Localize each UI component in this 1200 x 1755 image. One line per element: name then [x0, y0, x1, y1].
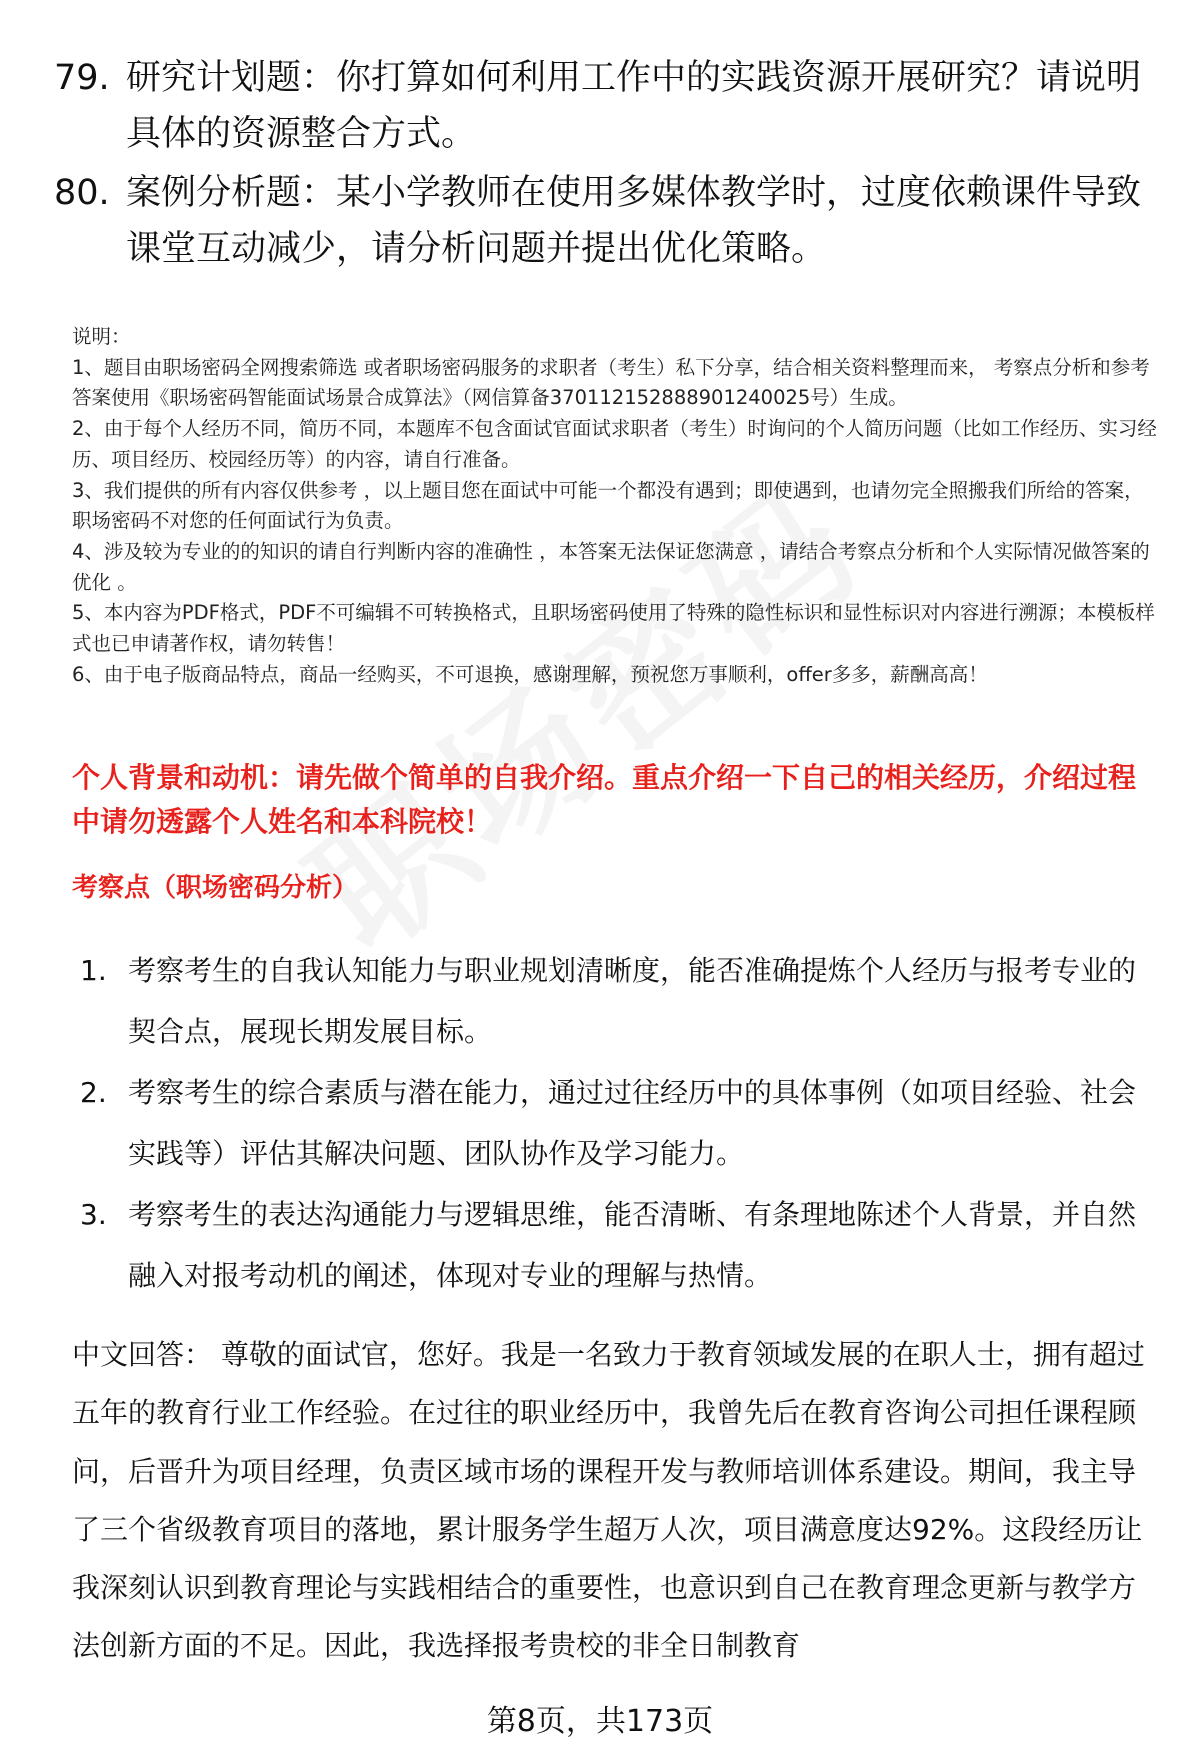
point-text: 考察考生的自我认知能力与职业规划清晰度，能否准确提炼个人经历与报考专业的契合点，展现长期发展目标。 [128, 954, 1137, 1048]
question-number: 79. [54, 58, 110, 98]
points-title: 考察点（职场密码分析） [72, 873, 359, 903]
point-text: 考察考生的综合素质与潜在能力，通过过往经历中的具体事例（如项目经验、社会实践等）评估其解决问题、团队协作及学习能力。 [128, 1076, 1137, 1170]
note-item: 3、我们提供的所有内容仅供参考 ，以上题目您在面试中可能一个都没有遇到；即使遇到，也请勿完全照搬我们所给的答案，职场密码不对您的任何面试行为负责。 [72, 478, 1144, 533]
points-list [80, 940, 1160, 1306]
notes-heading: 说明： [72, 325, 131, 348]
question-79 [54, 50, 1144, 162]
point-number: 3. [80, 1198, 107, 1231]
point-number: 1. [80, 954, 107, 987]
note-item: 5、本内容为PDF格式，PDF不可编辑不可转换格式，且职场密码使用了特殊的隐性标识和显性标识对内容进行溯源；本模板样式也已申请著作权，请勿转售！ [72, 601, 1155, 656]
answer-text: 中文回答： 尊敬的面试官，您好。我是一名致力于教育领域发展的在职人士，拥有超过五年的教育行业工作经验。在过往的职业经历中，我曾先后在教育咨询公司担任课程顾问，后晋升为项目经理，负责区域市场的课程开发与教师培训体系建设。期间，我主导了三个省级教育项目的落地，累计服务学生超万人次，项目满意度达92%。这段经历让我深刻认识到教育理论与实践相结合的重要性，也意识到自己在教育理念更新与教学方法创新方面的不足。因此，我选择报考贵校的非全日制教育 [72, 1338, 1145, 1663]
note-item: 1、题目由职场密码全网搜索筛选 或者职场密码服务的求职者（考生）私下分享，结合相关资料整理而来， 考察点分析和参考答案使用《职场密码智能面试场景合成算法》（网信算备370112152888901240025号）生成。 [72, 355, 1150, 410]
page-footer: 第8页，共173页 [486, 1704, 714, 1739]
point-item [80, 1062, 1160, 1184]
note-item: 2、由于每个人经历不同，简历不同，本题库不包含面试官面试求职者（考生）时询问的个人简历问题（比如工作经历、实习经历、项目经历、校园经历等）的内容，请自行准备。 [72, 417, 1157, 471]
point-text: 考察考生的表达沟通能力与逻辑思维，能否清晰、有条理地陈述个人背景，并自然融入对报考动机的阐述，体现对专业的理解与热情。 [128, 1198, 1137, 1292]
question-80 [54, 165, 1144, 277]
question-text: 案例分析题：某小学教师在使用多媒体教学时，过度依赖课件导致课堂互动减少，请分析问题并提出优化策略。 [126, 173, 1142, 269]
point-item [80, 1184, 1160, 1306]
question-text: 研究计划题：你打算如何利用工作中的实践资源开展研究？请说明具体的资源整合方式。 [126, 58, 1142, 154]
point-item [80, 940, 1160, 1062]
notes-section [72, 322, 1162, 690]
point-number: 2. [80, 1076, 107, 1109]
note-item: 6、由于电子版商品特点，商品一经购买，不可退换，感谢理解，预祝您万事顺利，offer多多，薪酬高高！ [72, 662, 988, 686]
note-item: 4、涉及较为专业的的知识的请自行判断内容的准确性 ，本答案无法保证您满意 ，请结合考察点分析和个人实际情况做答案的优化 。 [72, 539, 1150, 594]
intro-question: 个人背景和动机：请先做个简单的自我介绍。重点介绍一下自己的相关经历，介绍过程中请勿透露个人姓名和本科院校！ [72, 761, 1137, 838]
question-number: 80. [54, 173, 110, 213]
